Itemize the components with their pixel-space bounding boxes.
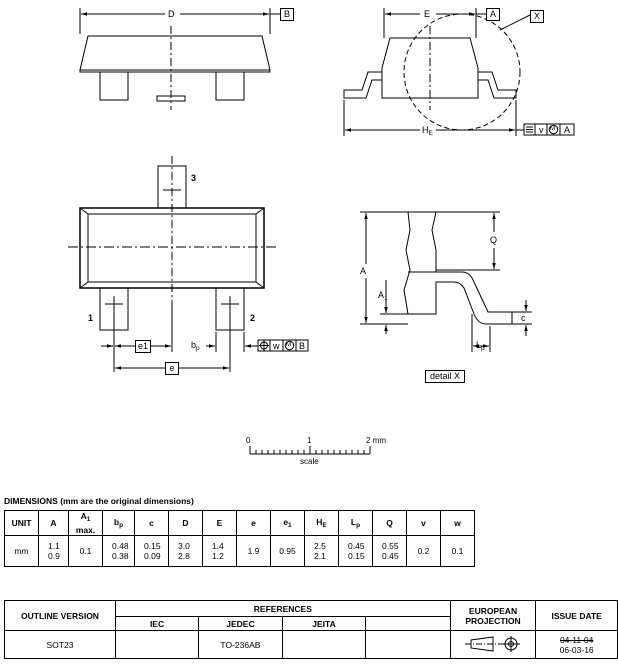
datum-b-box: B [280,8,294,21]
dim-lp-label: $L_p$ [476,340,485,352]
dimensions-header-cell: w [441,511,475,536]
dimensions-header-cell: c [135,511,169,536]
dimensions-header-cell: $H_E$ [305,511,339,536]
tol-bp-datum: B [299,341,306,351]
jedec-header: JEDEC [199,617,283,631]
european-projection-header: EUROPEAN PROJECTION [450,601,536,631]
iec-header: IEC [115,617,198,631]
dimensions-value-cell: 2.5 2.1 [305,536,339,567]
pin-3-label: 3 [191,173,197,183]
dim-e-label: E [424,9,431,19]
dim-a-label: A [360,266,367,276]
dim-e-pitch-box: e [165,362,179,375]
detail-x-view [360,212,532,352]
dim-c-label: c [521,313,526,323]
dimensions-header-cell: v [407,511,441,536]
dimensions-value-cell: 0.48 0.38 [103,536,135,567]
jedec-value: TO-236AB [199,631,283,659]
dimensions-value-cell: 0.1 [441,536,475,567]
dimensions-value-cell: 0.1 [69,536,103,567]
dimensions-value-cell: 0.55 0.45 [373,536,407,567]
top-view [68,156,276,372]
pin-2-label: 2 [250,313,256,323]
dimensions-header-cell: D [169,511,203,536]
dim-q-label: Q [490,235,498,245]
dimensions-data-row [5,536,475,567]
scale-tick-1: 1 [307,436,312,445]
scale-label: scale [300,457,319,466]
dimensions-value-cell: 0.45 0.15 [339,536,373,567]
dim-bp-label: $b_p$ [191,340,200,352]
end-view [344,8,532,136]
dimensions-value-cell: 0.2 [407,536,441,567]
outline-version-header: OUTLINE VERSION [5,601,116,631]
dimensions-header-cell: $L_p$ [339,511,373,536]
scale-bar [250,446,370,454]
tol-he-v: v [539,125,544,135]
tol-bp-w: w [273,341,280,351]
dimensions-header-cell: A [39,511,69,536]
pin-1-label: 1 [88,313,94,323]
datum-a-box: A [486,8,500,21]
dimensions-header-cell: UNIT [5,511,39,536]
scale-tick-2: 2 mm [366,436,386,445]
issue-date-new: 06-03-16 [559,644,594,655]
dimensions-header-cell: $A_1$ max. [69,511,103,536]
dimensions-value-cell: 0.15 0.09 [135,536,169,567]
tol-he-datum: A [564,125,571,135]
issue-date-old: 04-11-04 [559,634,594,645]
dim-d-label: D [168,9,175,19]
dimensions-value-cell: mm [5,536,39,567]
dimensions-value-cell: 0.95 [271,536,305,567]
dimensions-header-cell: $b_p$ [103,511,135,536]
detail-x-marker: X [530,10,544,23]
issue-date-header: ISSUE DATE [536,601,618,631]
projection-symbol-cell [450,631,536,659]
dim-he-label: $H_E$ [422,125,433,137]
outline-version-value: SOT23 [5,631,116,659]
detail-x-caption: detail X [425,370,465,383]
references-header: REFERENCES [115,601,450,617]
dimensions-header-cell: Q [373,511,407,536]
issue-date-value [536,631,618,659]
dimensions-header-cell: $e_1$ [271,511,305,536]
first-angle-projection-icon [463,634,523,654]
side-view [80,8,280,110]
outline-version-table [4,600,618,659]
jeita-header: JEITA [282,617,365,631]
dim-e1-box: e1 [135,340,151,353]
jeita-value [282,631,365,659]
blank-value [366,631,450,659]
iec-value [115,631,198,659]
dimensions-value-cell: 1.4 1.2 [203,536,237,567]
dimensions-value-cell: 1.1 0.9 [39,536,69,567]
dimensions-table [4,510,475,567]
dimensions-title: DIMENSIONS (mm are the original dimensions) [4,496,194,506]
dimensions-value-cell: 3.0 2.8 [169,536,203,567]
dimensions-header-cell: E [203,511,237,536]
tol-he-m: M [550,126,555,132]
blank-header [366,617,450,631]
scale-tick-0: 0 [246,436,251,445]
dimensions-header-cell: e [237,511,271,536]
dimensions-header-row [5,511,475,536]
tol-bp-m: M [286,342,291,348]
dim-a1-label: $A_1$ [378,290,388,302]
dimensions-value-cell: 1.9 [237,536,271,567]
